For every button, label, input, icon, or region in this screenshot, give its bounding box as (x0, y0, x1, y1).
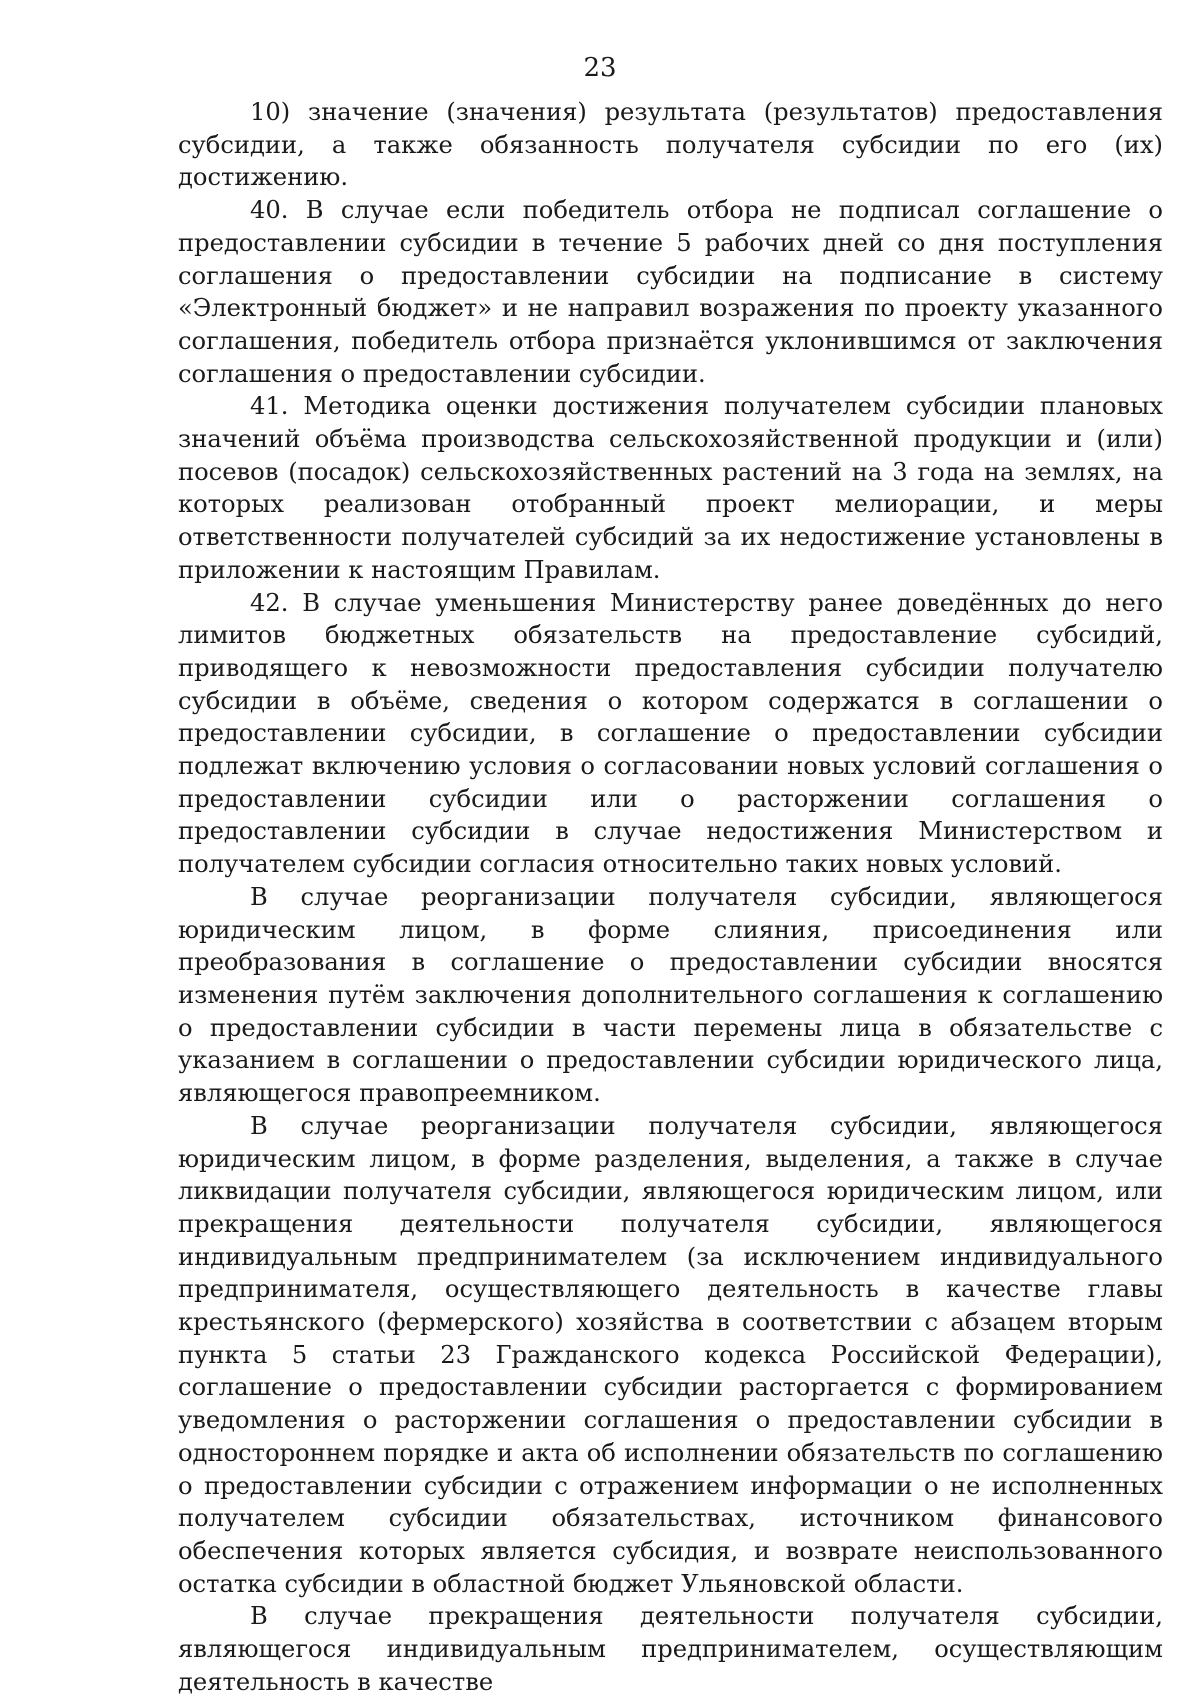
paragraph-termination: В случае прекращения деятельности получателя субсидии, являющегося индивидуальным предпринимателем, осуществляющим деятельность в качестве (178, 1602, 1163, 1696)
page-number: 23 (583, 53, 617, 83)
paragraph-40: 40. В случае если победитель отбора не подписал соглашение о предоставлении субсидии в течение 5 рабочих дней со дня поступления соглашения о предоставлении субсидии на подписание в систему «Электронный бюджет» и не направил возражения по проекту указанного соглашения, победитель отбора признаётся уклонившимся от заключения соглашения о предоставлении субсидии. (178, 196, 1163, 388)
paragraph-reorganization-division: В случае реорганизации получателя субсидии, являющегося юридическим лицом, в форме разделения, выделения, а также в случае ликвидации получателя субсидии, являющегося юридическим лицом, или прекращения деятельности получателя субсидии, являющегося индивидуальным предпринимателем (за исключением индивидуального предпринимателя, осуществляющего деятельность в качестве главы крестьянского (фермерского) хозяйства в соответствии с абзацем вторым пункта 5 статьи 23 Гражданского кодекса Российской Федерации), соглашение о предоставлении субсидии расторгается с формированием уведомления о расторжении соглашения о предоставлении субсидии в одностороннем порядке и акта об исполнении обязательств по соглашению о предоставлении субсидии с отражением информации о не исполненных получателем субсидии обязательствах, источником финансового обеспечения которых является субсидия, и возврате неиспользованного остатка субсидии в областной бюджет Ульяновской области. (178, 1111, 1163, 1598)
document-body (178, 96, 1163, 1698)
paragraph-42: 42. В случае уменьшения Министерству ранее доведённых до него лимитов бюджетных обязательств на предоставление субсидий, приводящего к невозможности предоставления субсидии получателю субсидии в объёме, сведения о котором содержатся в соглашении о предоставлении субсидии, в соглашение о предоставлении субсидии подлежат включению условия о согласовании новых условий соглашения о предоставлении субсидии или о расторжении соглашения о предоставлении субсидии в случае недостижения Министерством и получателем субсидии согласия относительно таких новых условий. (178, 588, 1163, 879)
paragraph-item-10: 10) значение (значения) результата (результатов) предоставления субсидии, а также обязанность получателя субсидии по его (их) достижению. (178, 98, 1163, 192)
paragraph-reorganization-merger: В случае реорганизации получателя субсидии, являющегося юридическим лицом, в форме слияния, присоединения или преобразования в соглашение о предоставлении субсидии вносятся изменения путём заключения дополнительного соглашения к соглашению о предоставлении субсидии в части перемены лица в обязательстве с указанием в соглашении о предоставлении субсидии юридического лица, являющегося правопреемником. (178, 882, 1163, 1108)
paragraph-41: 41. Методика оценки достижения получателем субсидии плановых значений объёма производства сельскохозяйственной продукции и (или) посевов (посадок) сельскохозяйственных растений на 3 года на землях, на которых реализован отобранный проект мелиорации, и меры ответственности получателей субсидий за их недостижение установлены в приложении к настоящим Правилам. (178, 392, 1163, 584)
